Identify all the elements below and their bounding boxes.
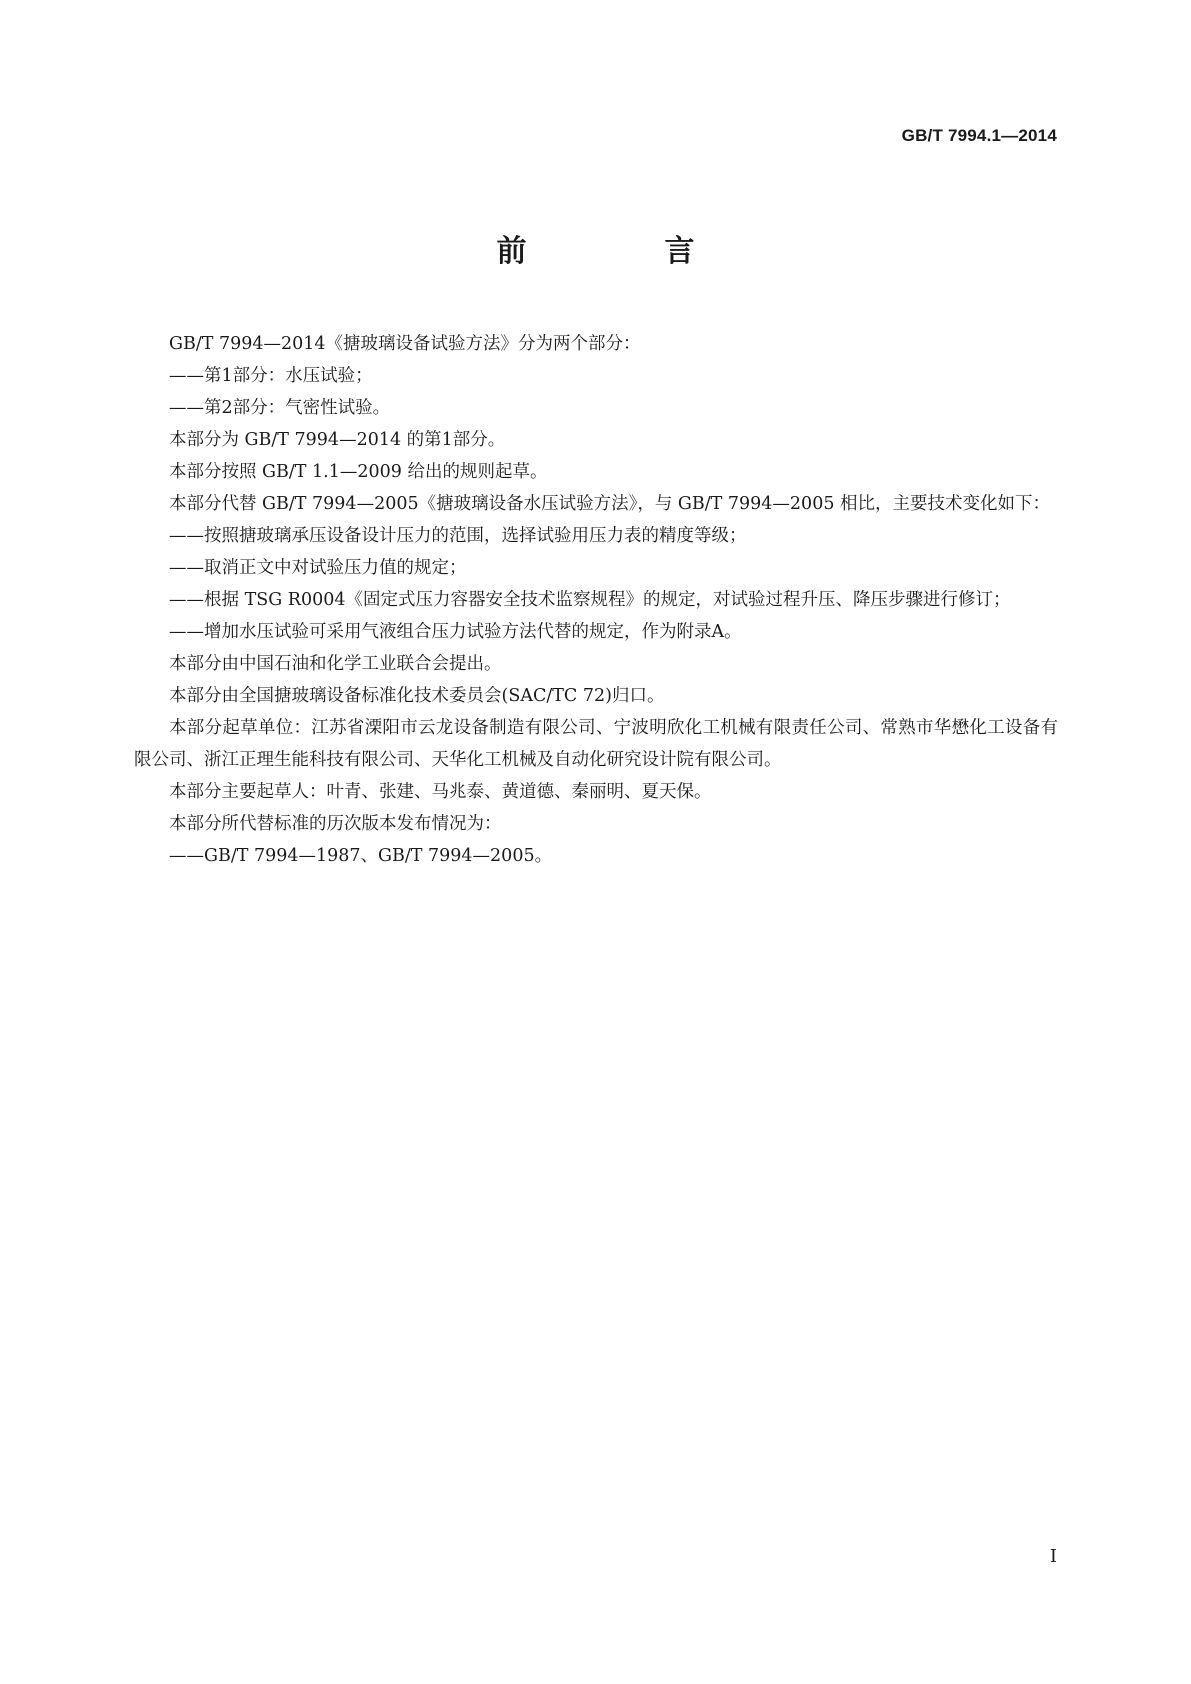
- page-number: I: [1049, 1546, 1057, 1567]
- paragraph-drafting-rules: 本部分按照 GB/T 1.1—2009 给出的规则起草。: [169, 462, 548, 482]
- standard-code: GB/T 7994.1—2014: [901, 126, 1057, 145]
- paragraph-proposed-by: 本部分由中国石油和化学工业联合会提出。: [169, 654, 502, 674]
- list-item-editions: ——GB/T 7994—1987、GB/T 7994—2005。: [169, 846, 553, 866]
- paragraph-drafters: 本部分主要起草人：叶青、张建、马兆泰、黄道德、秦丽明、夏天保。: [169, 782, 712, 802]
- list-item-change-1: ——按照搪玻璃承压设备设计压力的范围，选择试验用压力表的精度等级；: [169, 526, 747, 546]
- list-item-change-4: ——增加水压试验可采用气液组合压力试验方法代替的规定，作为附录A。: [169, 622, 742, 642]
- paragraph-under-jurisdiction: 本部分由全国搪玻璃设备标准化技术委员会(SAC/TC 72)归口。: [169, 686, 665, 706]
- list-item-change-3: ——根据 TSG R0004《固定式压力容器安全技术监察规程》的规定，对试验过程升压、降压步骤进行修订；: [169, 590, 1011, 610]
- list-item-part-1: ——第1部分：水压试验；: [169, 366, 373, 386]
- document-body: [134, 328, 1058, 872]
- list-item-change-2: ——取消正文中对试验压力值的规定；: [169, 558, 467, 578]
- paragraph-replaces: 本部分代替 GB/T 7994—2005《搪玻璃设备水压试验方法》，与 GB/T 7994—2005 相比，主要技术变化如下：: [169, 494, 1051, 514]
- list-item-part-2: ——第2部分：气密性试验。: [169, 398, 391, 418]
- page-title: 前 言: [496, 234, 749, 269]
- paragraph-parts-intro: GB/T 7994—2014《搪玻璃设备试验方法》分为两个部分：: [169, 334, 641, 354]
- paragraph-previous-editions: 本部分所代替标准的历次版本发布情况为：: [169, 814, 502, 834]
- paragraph-scope: 本部分为 GB/T 7994—2014 的第1部分。: [169, 430, 506, 450]
- paragraph-drafting-units: 本部分起草单位：江苏省溧阳市云龙设备制造有限公司、宁波明欣化工机械有限责任公司、常熟市华懋化工设备有限公司、浙江正理生能科技有限公司、天华化工机械及自动化研究设计院有限公司。: [134, 718, 1058, 770]
